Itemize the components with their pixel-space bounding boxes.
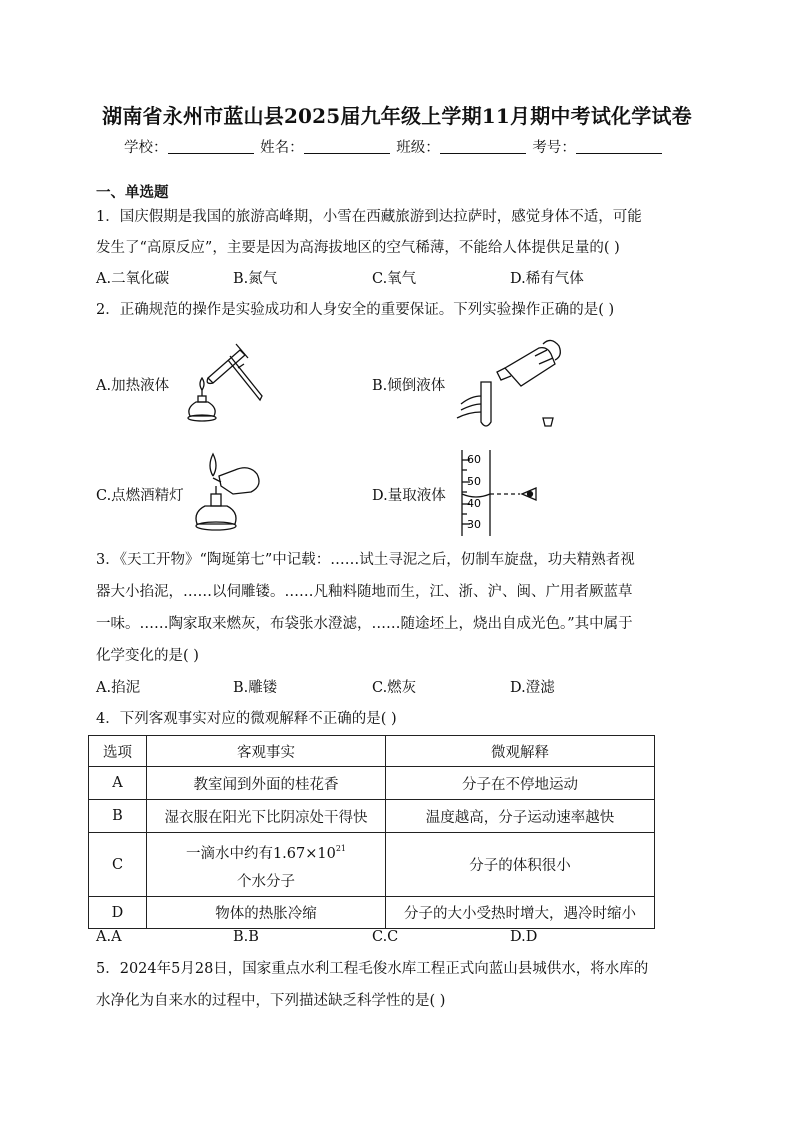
- q1-option-d: D.稀有气体: [510, 271, 584, 287]
- q5-line2: 水净化为自来水的过程中，下列描述缺乏科学性的是( ): [96, 993, 446, 1009]
- q2-option-d: D.量取液体: [372, 488, 446, 504]
- q4-option-a: A.A: [96, 929, 122, 945]
- table-cell-explain: 分子在不停地运动: [386, 767, 655, 800]
- table-header-cell: 客观事实: [147, 736, 386, 767]
- table-cell-option: C: [89, 833, 147, 897]
- q3-line3: 一味。……陶家取来燃灰，布袋张水澄滤，……随途坯上，烧出自成光色。”其中属于: [96, 616, 633, 632]
- class-label: 班级：: [396, 140, 440, 156]
- section-heading: 一、单选题: [96, 184, 169, 201]
- table-row: [89, 767, 655, 800]
- table-header-row: [89, 736, 655, 767]
- q3-option-c: C.燃灰: [372, 680, 417, 696]
- q1-option-a: A.二氧化碳: [96, 271, 170, 287]
- heating-liquid-figure: [178, 338, 270, 430]
- q3-line1: 3．《天工开物》“陶埏第七”中记载：……试土寻泥之后，仞制车旋盘，功夫精熟者视: [96, 552, 635, 568]
- page-title: 湖南省永州市蓝山县2025届九年级上学期11月期中考试化学试卷: [102, 104, 692, 128]
- table-header-cell: 选项: [89, 736, 147, 767]
- table-row: [89, 897, 655, 929]
- table-cell-explain: 分子的大小受热时增大，遇冷时缩小: [386, 897, 655, 929]
- graduated-cylinder-figure: [458, 448, 548, 540]
- q3-option-a: A.掐泥: [96, 680, 141, 696]
- table-cell-fact: 湿衣服在阳光下比阴凉处干得快: [147, 800, 386, 833]
- table-cell-option: A: [89, 767, 147, 800]
- class-blank[interactable]: [440, 139, 526, 154]
- q3-option-d: D.澄滤: [510, 680, 555, 696]
- table-header-cell: 微观解释: [386, 736, 655, 767]
- q2-option-b: B.倾倒液体: [372, 378, 446, 394]
- q2-option-c: C.点燃酒精灯: [96, 488, 184, 504]
- table-cell-fact: 物体的热胀冷缩: [147, 897, 386, 929]
- table-row: [89, 800, 655, 833]
- q5-line1: 5．2024年5月28日，国家重点水利工程毛俊水库工程正式向蓝山县城供水，将水库的: [96, 961, 649, 977]
- cylinder-mark-60: 60: [467, 453, 481, 466]
- student-info-row: [124, 136, 664, 157]
- q4-option-d: D.D: [510, 929, 538, 945]
- number-label: 考号：: [532, 140, 576, 156]
- fact-text-part1: 一滴水中约有1.67×10: [185, 846, 336, 862]
- q3-option-b: B.雕镂: [233, 680, 278, 696]
- cylinder-mark-40: 40: [467, 497, 481, 510]
- name-blank[interactable]: [304, 139, 390, 154]
- lighting-lamp-figure: [191, 446, 271, 538]
- table-cell-option: B: [89, 800, 147, 833]
- q3-line4: 化学变化的是( ): [96, 648, 199, 664]
- name-label: 姓名：: [260, 140, 304, 156]
- table-cell-explain: 分子的体积很小: [386, 833, 655, 897]
- q4-table: [88, 735, 655, 929]
- table-cell-fact: [147, 833, 386, 897]
- q1-option-b: B.氮气: [233, 271, 278, 287]
- table-cell-fact: 教室闻到外面的桂花香: [147, 767, 386, 800]
- table-cell-explain: 温度越高，分子运动速率越快: [386, 800, 655, 833]
- number-blank[interactable]: [576, 139, 662, 154]
- q1-line1: 1．国庆假期是我国的旅游高峰期，小雪在西藏旅游到达拉萨时，感觉身体不适，可能: [96, 209, 642, 225]
- fact-exponent: 21: [335, 844, 347, 853]
- cylinder-mark-50: 50: [467, 475, 481, 488]
- q4-option-b: B.B: [233, 929, 259, 945]
- q1-option-c: C.氧气: [372, 271, 417, 287]
- q2-option-a: A.加热液体: [96, 378, 170, 394]
- school-blank[interactable]: [168, 139, 254, 154]
- table-row: [89, 833, 655, 897]
- cylinder-mark-30: 30: [467, 518, 481, 531]
- q3-line2: 器大小掐泥，……以伺雕镂。……凡釉料随地而生，江、浙、沪、闽、广用者厥蓝草: [96, 584, 633, 600]
- fact-text-part2: 个水分子: [237, 874, 295, 890]
- q4-option-c: C.C: [372, 929, 399, 945]
- school-label: 学校：: [124, 140, 168, 156]
- table-cell-option: D: [89, 897, 147, 929]
- q1-line2: 发生了“高原反应”，主要是因为高海拔地区的空气稀薄，不能给人体提供足量的( ): [96, 240, 620, 256]
- pouring-liquid-figure: [455, 338, 567, 434]
- q4-line1: 4．下列客观事实对应的微观解释不正确的是( ): [96, 711, 397, 727]
- q2-line1: 2．正确规范的操作是实验成功和人身安全的重要保证。下列实验操作正确的是( ): [96, 302, 615, 318]
